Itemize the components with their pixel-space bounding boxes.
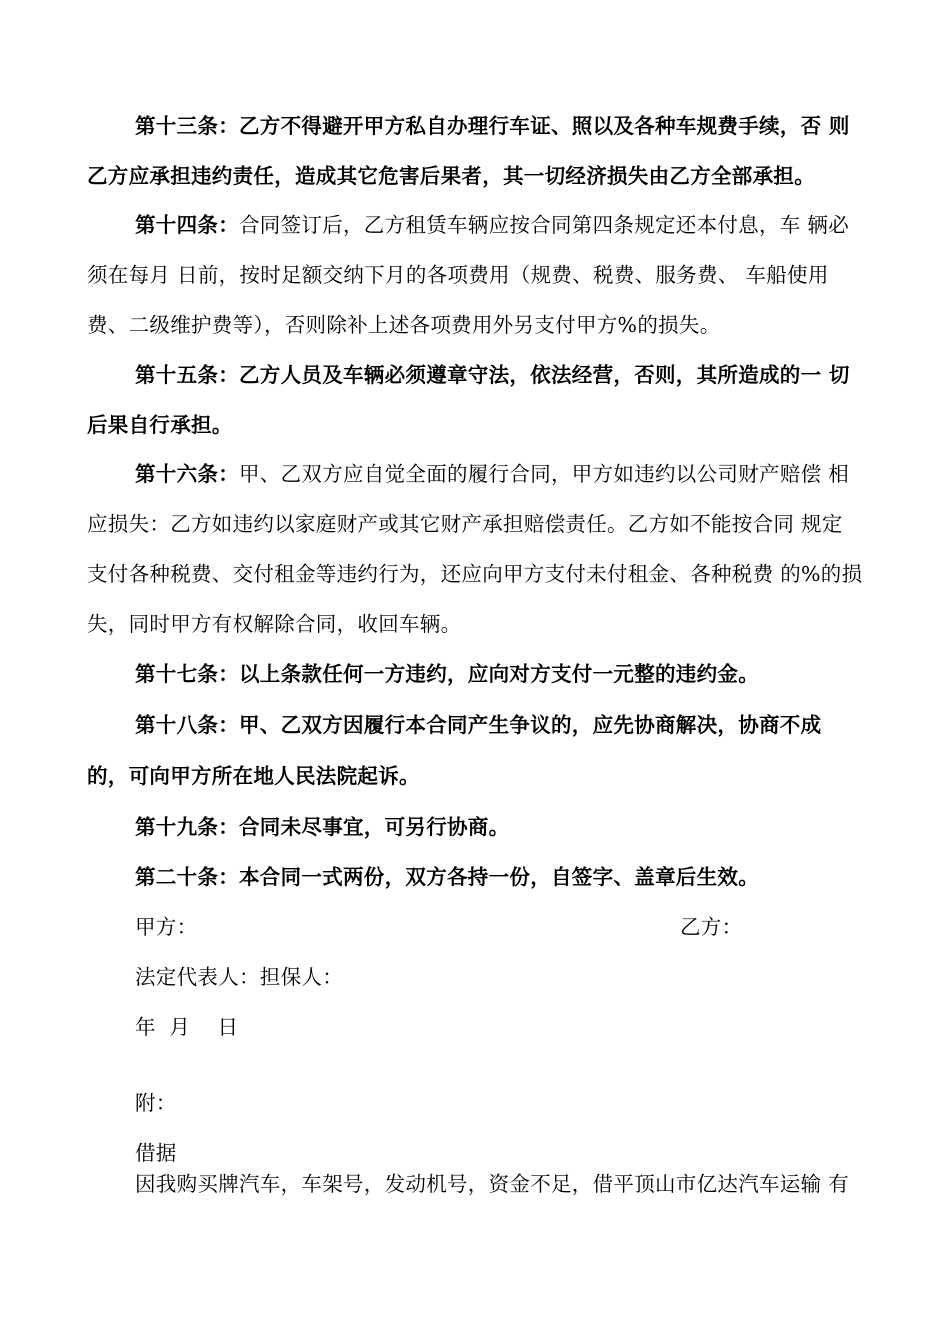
clause-15-line-1: 第十五条：乙方人员及车辆必须遵章守法，依法经营，否则，其所造成的一 切 (135, 363, 850, 387)
clause-14-line-1 (135, 210, 877, 240)
clause-16-heading: 第十六条： (135, 462, 239, 486)
clause-15-line-2: 后果自行承担。 (87, 413, 233, 437)
clause-17-line: 第十七条：以上条款任何一方违约，应向对方支付一元整的违约金。 (135, 662, 759, 686)
clause-16-line-3: 支付各种税费、交付租金等违约行为，还应向甲方支付未付租金、各种税费 的%的损 (87, 562, 863, 586)
clause-18-line-1: 第十八条：甲、乙双方因履行本合同产生争议的，应先协商解决，协商不成 (135, 713, 822, 737)
clause-13-line-2: 乙方应承担违约责任，造成其它危害后果者，其一切经济损失由乙方全部承担。 (87, 164, 815, 188)
clause-16-text: 甲、乙双方应自觉全面的履行合同，甲方如违约以公司财产赔偿 相 (239, 462, 850, 486)
clause-16-line-1 (135, 459, 877, 489)
clause-14-text: 合同签订后，乙方租赁车辆应按合同第四条规定还本付息，车 辆必 (239, 213, 850, 237)
clause-20-line: 第二十条：本合同一式两份，双方各持一份，自签字、盖章后生效。 (135, 865, 759, 889)
clause-16-line-2: 应损失：乙方如违约以家庭财产或其它财产承担赔偿责任。乙方如不能按合同 规定 (87, 512, 843, 536)
iou-title: 借据 (135, 1141, 177, 1165)
clause-14-line-3: 费、二级维护费等），否则除补上述各项费用外另支付甲方%的损失。 (87, 313, 721, 337)
clause-16-line-4: 失，同时甲方有权解除合同，收回车辆。 (87, 612, 462, 636)
iou-body-line-1: 因我购买牌汽车，车架号，发动机号，资金不足，借平顶山市亿达汽车运输 有 (135, 1172, 850, 1196)
attachment-label: 附： (135, 1091, 177, 1115)
representative-guarantor-label: 法定代表人：担保人： (135, 965, 343, 989)
party-a-label: 甲方： (135, 915, 198, 939)
clause-19-line: 第十九条：合同未尽事宜，可另行协商。 (135, 815, 510, 839)
clause-14-line-2: 须在每月 日前，按时足额交纳下月的各项费用（规费、税费、服务费、 车船使用 (87, 263, 829, 287)
clause-18-line-2: 的，可向甲方所在地人民法院起诉。 (87, 764, 420, 788)
clause-13-line-1: 第十三条：乙方不得避开甲方私自办理行车证、照以及各种车规费手续，否 则 (135, 114, 850, 138)
date-line: 年 月 日 (135, 1015, 239, 1039)
clause-14-heading: 第十四条： (135, 213, 239, 237)
party-b-label: 乙方： (680, 915, 743, 939)
